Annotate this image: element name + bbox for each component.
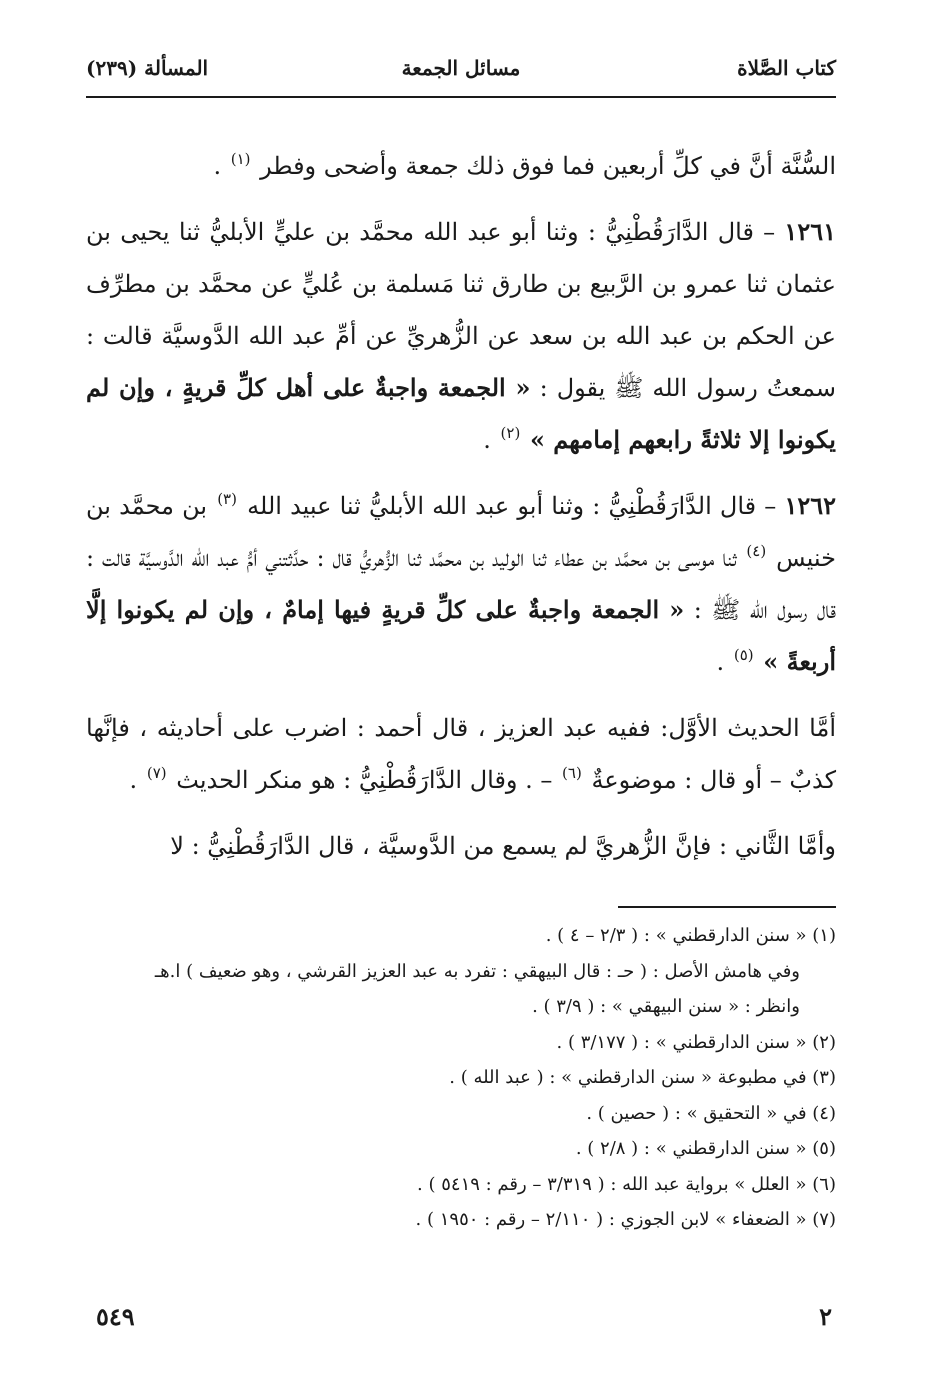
- footnote-ref: (١): [230, 150, 251, 168]
- header-book-title: كتاب الصَّلاة: [737, 56, 836, 80]
- commentary-second-hadith: [86, 820, 836, 872]
- hadith-chain: – قال الدَّارَقُطْنِيُّ : وثنا أبو عبد الله محمَّد بن عليٍّ الأبليُّ ثنا يحيى بن عثمان ثنا عمرو بن الرَّبيع بن طارق ثنا مَسلمة بن عُليٍّ عن محمَّد بن مطرِّف عن الحكم بن عبد الله بن سعد عن الزُّهريِّ عن أمِّ عبد الله الدَّوسيَّة قالت : سمعتُ رسول الله ﷺ يقول :: [86, 218, 836, 402]
- hadith-matn: « الجمعة واجبةٌ على كلِّ قريةٍ فيها إمامٌ ، وإن لم يكونوا إلَّا أربعةً »: [86, 595, 836, 676]
- footnote-line: (٤) في « التحقيق » : ( حصين ) .: [586, 1102, 836, 1124]
- hadith-number: ١٢٦٢: [784, 491, 836, 520]
- footnote-line: (٥) « سنن الدارقطني » : ( ٢/٨ ) .: [575, 1138, 836, 1159]
- hadith-chain-cont: بن محمَّد بن خنيس: [86, 492, 836, 572]
- hadith-chain: – قال الدَّارَقُطْنِيُّ : وثنا أبو عبد الله الأبليُّ ثنا عبيد الله: [247, 492, 777, 520]
- main-text: [86, 140, 836, 886]
- hadith-1261: [86, 206, 836, 466]
- paragraph-end: .: [129, 766, 138, 794]
- footnote-line: (٦) « العلل » برواية عبد الله : ( ٣/٣١٩ – رقم : ٥٤١٩ ) .: [417, 1173, 836, 1195]
- commentary-first-hadith: [86, 702, 836, 806]
- footnote-line: (٧) « الضعفاء » لابن الجوزي : ( ٢/١١٠ – رقم : ١٩٥٠ ) .: [415, 1209, 836, 1230]
- paragraph-end: .: [213, 152, 222, 180]
- footnote-separator: [618, 906, 836, 908]
- running-header: [86, 56, 836, 90]
- footnote-line: (٣) في مطبوعة « سنن الدارقطني » : ( عبد الله ) .: [449, 1067, 836, 1088]
- signature-mark: ٢: [819, 1302, 832, 1331]
- hadith-1262: [86, 480, 836, 688]
- paragraph-end: .: [716, 648, 725, 676]
- header-rule: [86, 96, 836, 98]
- footnote-ref: (٢): [500, 424, 521, 442]
- footnote-line: (١) « سنن الدارقطني » : ( ٢/٣ – ٤ ) .: [545, 925, 836, 946]
- paragraph-text: أمَّا الحديث الأوَّل: ففيه عبد العزيز ، قال أحمد : اضرب على أحاديثه ، فإنَّها كذبٌ – أو قال : موضوعةٌ: [86, 714, 836, 794]
- footnote-line: وانظر : « سنن البيهقي » : ( ٣/٩ ) .: [532, 996, 800, 1017]
- paragraph-text-cont: – . وقال الدَّارَقُطْنِيُّ : هو منكر الحديث: [176, 766, 553, 794]
- hadith-matn: « الجمعة واجبةٌ على أهل كلِّ قريةٍ ، وإن لم يكونوا إلا ثلاثةً رابعهم إمامهم »: [86, 373, 836, 454]
- paragraph-text: وأمَّا الثَّاني : فإنَّ الزُّهريَّ لم يسمع من الدَّوسيَّة ، قال الدَّارَقُطْنِيُّ : لا: [170, 832, 836, 860]
- hadith-number: ١٢٦١: [784, 217, 836, 246]
- header-issue-number: المسألة (٢٣٩): [86, 56, 209, 80]
- footnote-ref: (٥): [733, 646, 754, 664]
- page-number: ٥٤٩: [96, 1302, 135, 1331]
- footnote-ref: (٤): [746, 542, 767, 560]
- footnotes: [86, 918, 836, 1238]
- footnote-ref: (٣): [217, 490, 237, 508]
- footnote-line: (٢) « سنن الدارقطني » : ( ٣/١٧٧ ) .: [556, 1031, 836, 1053]
- paragraph-end: .: [483, 426, 491, 454]
- footnote-line: وفي هامش الأصل : ( حـ : قال البيهقي : تفرد به عبد العزيز القرشي ، وهو ضعيف ) ا.هـ: [154, 960, 800, 982]
- paragraph-text: السُّنَّة أنَّ في كلِّ أربعين فما فوق ذلك جمعة وأضحى وفطر: [260, 152, 836, 180]
- hadith-chain-cont-2: ثنا موسى بن محمَّد بن عطاء ثنا الوليد بن محمَّد ثنا الزُّهريُّ قال : حدَّثتني أمُّ عبد الله الدَّوسيَّة قالت : قال رسول الله ﷺ :: [86, 544, 837, 624]
- header-section-title: مسائل الجمعة: [401, 56, 521, 80]
- paragraph-1: [86, 140, 836, 192]
- footnote-ref: (٦): [562, 764, 582, 782]
- footnote-ref: (٧): [146, 764, 167, 782]
